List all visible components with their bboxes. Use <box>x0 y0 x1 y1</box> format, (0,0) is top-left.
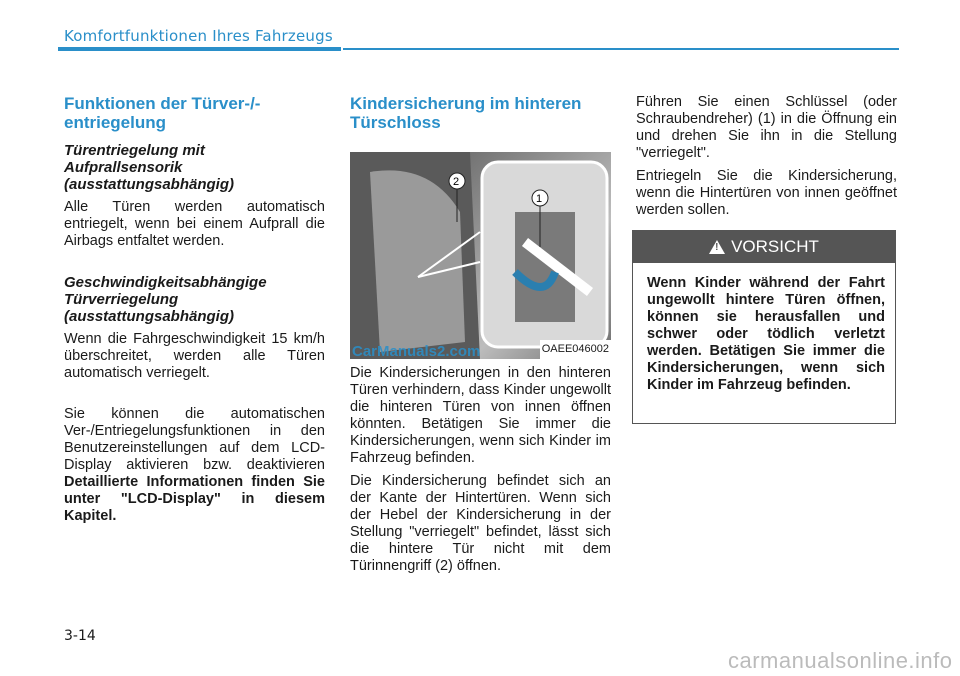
paragraph-lcd-settings: Sie können die automatischen Ver-/Entriegelungsfunktionen in den Benutzereinstellungen auf dem LCD-Display aktivieren bzw. deaktivieren Detaillierte Informationen finden Sie unter "LCD-Display" in diesem Kapitel. <box>64 406 325 524</box>
header-rule-thin <box>343 48 899 50</box>
caution-box <box>632 230 896 424</box>
warning-triangle-icon: ! <box>709 240 725 254</box>
subheading-speed-lock: Geschwindigkeitsabhängige Türverriegelung (ausstattungsabhängig) <box>64 274 267 325</box>
column-right <box>636 94 897 225</box>
photo-code: OAEE046002 <box>540 340 611 359</box>
callout-1: 1 <box>536 193 543 205</box>
page-header <box>0 0 960 56</box>
caution-text: Wenn Kinder während der Fahrt ungewollt hintere Türen öffnen, können sie herausfallen und schwer oder tödlich verletzt werden. Betätigen Sie immer die Kindersicherungen, wenn sich Kinder im Fahrzeug befinden. <box>647 275 885 393</box>
child-lock-photo <box>350 152 611 359</box>
section-heading-locking: Funktionen der Türver-/-entriegelung <box>64 94 261 132</box>
page-number: 3-14 <box>64 628 96 644</box>
door-illustration <box>350 152 611 359</box>
paragraph-unlock: Entriegeln Sie die Kindersicherung, wenn die Hintertüren von innen geöffnet werden sollen. <box>636 168 897 218</box>
paragraph-child-lock-purpose: Die Kindersicherungen in den hinteren Türen verhindern, dass Kinder ungewollt die hinteren Türen von innen öffnen könnten. Betätigen Sie immer die Kindersicherungen, wenn sich Kinder im Fahrzeug befinden. <box>350 365 611 466</box>
subheading-impact-unlock: Türentriegelung mit Aufprallsensorik (ausstattungsabhängig) <box>64 142 235 193</box>
callout-2: 2 <box>453 176 460 188</box>
paragraph-impact-unlock: Alle Türen werden automatisch entriegelt, wenn bei einem Aufprall die Airbags entfaltet werden. <box>64 199 325 249</box>
header-rule-thick <box>58 47 341 51</box>
watermark-carmanuals2: CarManuals2.com <box>352 343 481 360</box>
paragraph-child-lock-location: Die Kindersicherung befindet sich an der Kante der Hintertüren. Wenn sich der Hebel der Kindersicherung in der Stellung "verriegelt" befindet, lässt sich die hintere Tür nicht mit dem Türinnengriff (2) öffnen. <box>350 473 611 574</box>
chapter-title: Komfortfunktionen Ihres Fahrzeugs <box>64 27 333 45</box>
watermark-carmanualsonline: carmanualsonline.info <box>728 648 953 673</box>
column-left <box>64 94 325 531</box>
section-heading-child-lock: Kindersicherung im hinteren Türschloss <box>350 94 582 132</box>
caution-header <box>633 231 895 263</box>
column-middle <box>350 94 611 581</box>
lcd-reference: Detaillierte Informationen finden Sie unter "LCD-Display" in diesem Kapitel. <box>64 474 325 524</box>
caution-title: VORSICHT <box>731 237 819 256</box>
paragraph-insert-key: Führen Sie einen Schlüssel (oder Schraubendreher) (1) in die Öffnung ein und drehen Sie ihn in die Stellung "verriegelt". <box>636 94 897 161</box>
paragraph-speed-lock: Wenn die Fahrgeschwindigkeit 15 km/h überschreitet, werden alle Türen automatisch verriegelt. <box>64 331 325 381</box>
